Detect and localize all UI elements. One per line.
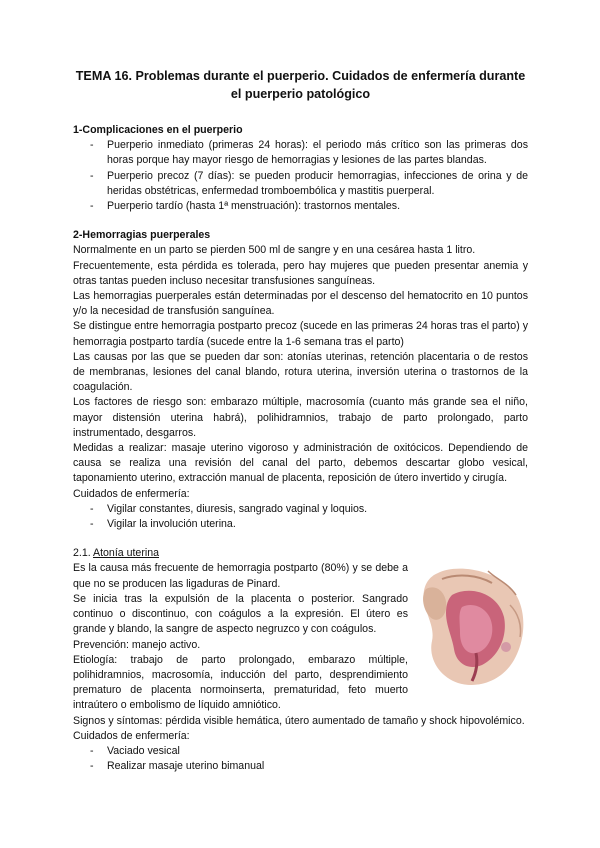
list-item: - Puerperio tardío (hasta 1ª menstruación): trastornos mentales. xyxy=(90,199,528,214)
list-item: - Vaciado vesical xyxy=(90,744,528,759)
uterus-illustration xyxy=(418,565,530,690)
atonia-block xyxy=(73,561,528,713)
paragraph: Normalmente en un parto se pierden 500 ml de sangre y en una cesárea hasta 1 litro. xyxy=(73,244,476,257)
list-item: - Realizar masaje uterino bimanual xyxy=(90,759,528,774)
paragraph: Cuidados de enfermería: xyxy=(73,487,190,500)
list-item: - Vigilar la involución uterina. xyxy=(90,517,528,532)
paragraph: Las causas por las que se pueden dar son: atonías uterinas, retención placentaria o de restos de membranas, lesiones del canal blando, rotura uterina, inversión uterina o trastornos de la coagulación. xyxy=(73,350,528,394)
paragraph: Frecuentemente, esta pérdida es tolerada, pero hay mujeres que pueden presentar anemia y otras tantas pueden incluso necesitar transfusiones sanguíneas. xyxy=(73,259,528,287)
paragraph: Se distingue entre hemorragia postparto precoz (sucede en las primeras 24 horas tras el parto) y hemorragia postparto tardía (sucede entre la 1-6 semana tras el parto) xyxy=(73,320,528,348)
list-item: - Vigilar constantes, diuresis, sangrado vaginal y loquios. xyxy=(90,502,528,517)
paragraph: Prevención: manejo activo. xyxy=(73,638,201,651)
paragraph: Se inicia tras la expulsión de la placenta o posterior. Sangrado continuo o discontinuo, con coágulos a la expresión. El útero es grande y blando, la sangre de aspecto negruzco y con coágulos. xyxy=(73,592,408,636)
list-item: - Puerperio inmediato (primeras 24 horas): el periodo más crítico son las primeras dos horas porque hay mayor riesgo de hemorragias y lesiones de las partes blandas. xyxy=(90,138,528,168)
paragraph: Etiología: trabajo de parto prolongado, embarazo múltiple, polihidramnios, macrosomía, inducción del parto, desprendimiento prematuro de placenta normoinserta, prematuridad, feto muerto intraútero o embolismo de líquido amniótico. xyxy=(73,653,408,712)
paragraph: Medidas a realizar: masaje uterino vigoroso y administración de oxitócicos. Dependiendo de causa se realiza una revisión del canal del parto, debemos descartar globo vesical, taponamiento uterino, extracción manual de placenta, reposición de útero invertido y cirugía. xyxy=(73,442,528,485)
paragraph: Los factores de riesgo son: embarazo múltiple, macrosomía (cuanto más grande sea el niño, mayor distensión uterina habrá), polihidramnios, trabajo de parto prolongado, parto instrumentado, desgarros. xyxy=(73,396,528,439)
paragraph: Las hemorragias puerperales están determinadas por el descenso del hematocrito en 10 puntos y/o la necesidad de transfusión sanguínea. xyxy=(73,290,528,318)
subsection-2-1-heading xyxy=(73,546,528,561)
list-item: - Puerperio precoz (7 días): se pueden producir hemorragias, infecciones de orina y de heridas obstétricas, enfermedad tromboembólica y mastitis puerperal. xyxy=(90,169,528,199)
paragraph: Signos y síntomas: pérdida visible hemática, útero aumentado de tamaño y shock hipovolémico. xyxy=(73,714,525,727)
section-2-care-list xyxy=(73,502,528,532)
section-1-heading: 1-Complicaciones en el puerperio xyxy=(73,124,243,136)
paragraph: Cuidados de enfermería: xyxy=(73,729,190,742)
paragraph: Es la causa más frecuente de hemorragia postparto (80%) y se debe a que no se producen las ligaduras de Pinard. xyxy=(73,562,408,590)
section-1-list xyxy=(73,138,528,214)
subsection-care-list xyxy=(73,744,528,774)
subsection-number: 2.1. xyxy=(73,547,91,560)
document-page xyxy=(73,68,528,774)
subsection-title: Atonía uterina xyxy=(93,547,159,560)
section-2-heading: 2-Hemorragias puerperales xyxy=(73,229,211,242)
document-title: TEMA 16. Problemas durante el puerperio. Cuidados de enfermería durante el puerperio patológico xyxy=(75,69,526,101)
